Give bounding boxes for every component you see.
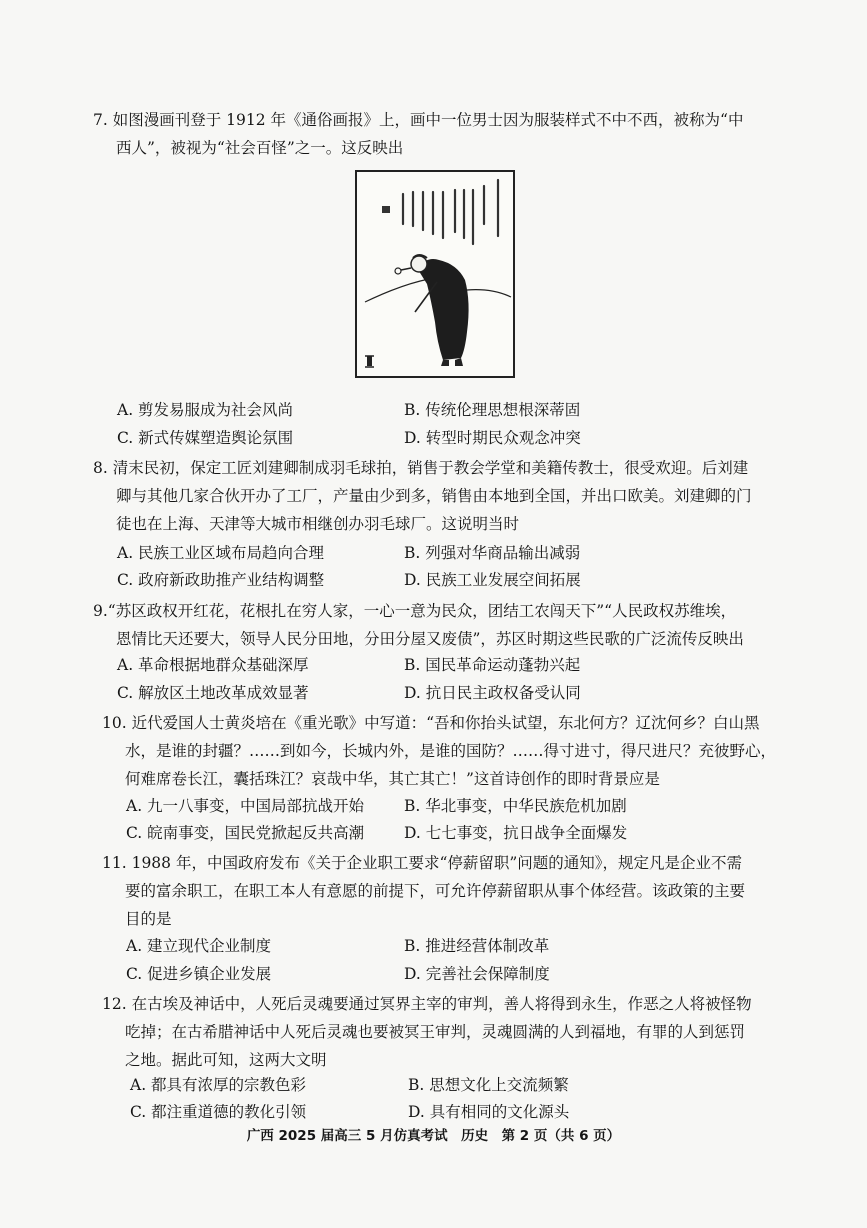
question-8-stem [93, 454, 752, 538]
question-11-stem [102, 849, 745, 933]
question-12-line-3: 之地。据此可知，这两大文明 [125, 1051, 327, 1069]
q7-option-c: C. 新式传媒塑造舆论氛围 [117, 429, 294, 447]
question-7-line-2: 西人”，被视为“社会百怪”之一。这反映出 [116, 139, 404, 157]
cartoon-drawing [357, 172, 513, 376]
question-12-line-1: 12. 在古埃及神话中，人死后灵魂要通过冥界主宰的审判，善人将得到永生，作恶之人将被怪物 [102, 995, 752, 1013]
q12-option-a: A. 都具有浓厚的宗教色彩 [130, 1076, 307, 1094]
question-9-line-2: 恩情比天还要大，领导人民分田地，分田分屋又废债”，苏区时期这些民歌的广泛流传反映出 [116, 630, 744, 648]
question-8-line-3: 徒也在上海、天津等大城市相继创办羽毛球厂。这说明当时 [116, 515, 520, 533]
question-7-stem [93, 106, 743, 162]
q12-option-c: C. 都注重道德的教化引领 [130, 1103, 307, 1121]
question-11-line-1: 11. 1988 年，中国政府发布《关于企业职工要求“停薪留职”问题的通知》，规定凡是企业不需 [102, 854, 743, 872]
question-12-stem [102, 990, 752, 1074]
question-10-line-3: 何难席卷长江，囊括珠江？哀哉中华，其亡其亡！”这首诗创作的即时背景应是 [125, 770, 660, 788]
q7-option-b: B. 传统伦理思想根深蒂固 [404, 401, 581, 419]
question-8-line-2: 卿与其他几家合伙开办了工厂，产量由少到多，销售由本地到全国，并出口欧美。刘建卿的门 [116, 487, 752, 505]
q8-option-a: A. 民族工业区域布局趋向合理 [117, 544, 325, 562]
cartoon-image [355, 170, 515, 378]
q11-option-c: C. 促进乡镇企业发展 [126, 965, 272, 983]
question-10-line-2: 水，是谁的封疆？……到如今，长城内外，是谁的国防？……得寸进寸，得尺进尺？充彼野心， [125, 742, 777, 760]
q11-option-a: A. 建立现代企业制度 [126, 937, 272, 955]
q9-option-a: A. 革命根据地群众基础深厚 [117, 656, 309, 674]
question-8-line-1: 8. 清末民初，保定工匠刘建卿制成羽毛球拍，销售于教会学堂和美籍传教士，很受欢迎。后刘建 [93, 459, 749, 477]
q12-option-d: D. 具有相同的文化源头 [408, 1103, 570, 1121]
q9-option-b: B. 国民革命运动蓬勃兴起 [404, 656, 581, 674]
page-footer: 广西 2025 届高三 5 月仿真考试 历史 第 2 页（共 6 页） [246, 1128, 621, 1144]
q11-option-b: B. 推进经营体制改革 [404, 937, 550, 955]
question-9-line-1: 9.“苏区政权开红花，花根扎在穷人家，一心一意为民众，团结工农闯天下”“人民政权苏维埃， [93, 602, 737, 620]
question-10-stem [102, 709, 776, 793]
question-7-line-1: 7. 如图漫画刊登于 1912 年《通俗画报》上，画中一位男士因为服装样式不中不西，被称为“中 [93, 111, 744, 129]
q8-option-c: C. 政府新政助推产业结构调整 [117, 571, 325, 589]
question-9-stem [93, 597, 744, 653]
q12-option-b: B. 思想文化上交流频繁 [408, 1076, 569, 1094]
q11-option-d: D. 完善社会保障制度 [404, 965, 550, 983]
q10-option-c: C. 皖南事变，国民党掀起反共高潮 [126, 824, 365, 842]
question-11-line-3: 目的是 [125, 910, 172, 928]
q7-option-d: D. 转型时期民众观念冲突 [404, 429, 581, 447]
q10-option-a: A. 九一八事变，中国局部抗战开始 [126, 797, 365, 815]
q10-option-b: B. 华北事变，中华民族危机加剧 [404, 797, 627, 815]
q9-option-c: C. 解放区土地改革成效显著 [117, 684, 309, 702]
question-12-line-2: 吃掉；在古希腊神话中人死后灵魂也要被冥王审判，灵魂圆满的人到福地，有罪的人到惩罚 [125, 1023, 746, 1041]
question-10-line-1: 10. 近代爱国人士黄炎培在《重光歌》中写道：“吾和你抬头试望，东北何方？辽沈何乡？白山黑 [102, 714, 760, 732]
question-11-line-2: 要的富余职工，在职工本人有意愿的前提下，可允许停薪留职从事个体经营。该政策的主要 [125, 882, 746, 900]
q7-option-a: A. 剪发易服成为社会风尚 [117, 401, 294, 419]
q10-option-d: D. 七七事变，抗日战争全面爆发 [404, 824, 628, 842]
q8-option-b: B. 列强对华商品输出减弱 [404, 544, 581, 562]
q9-option-d: D. 抗日民主政权备受认同 [404, 684, 581, 702]
q8-option-d: D. 民族工业发展空间拓展 [404, 571, 581, 589]
